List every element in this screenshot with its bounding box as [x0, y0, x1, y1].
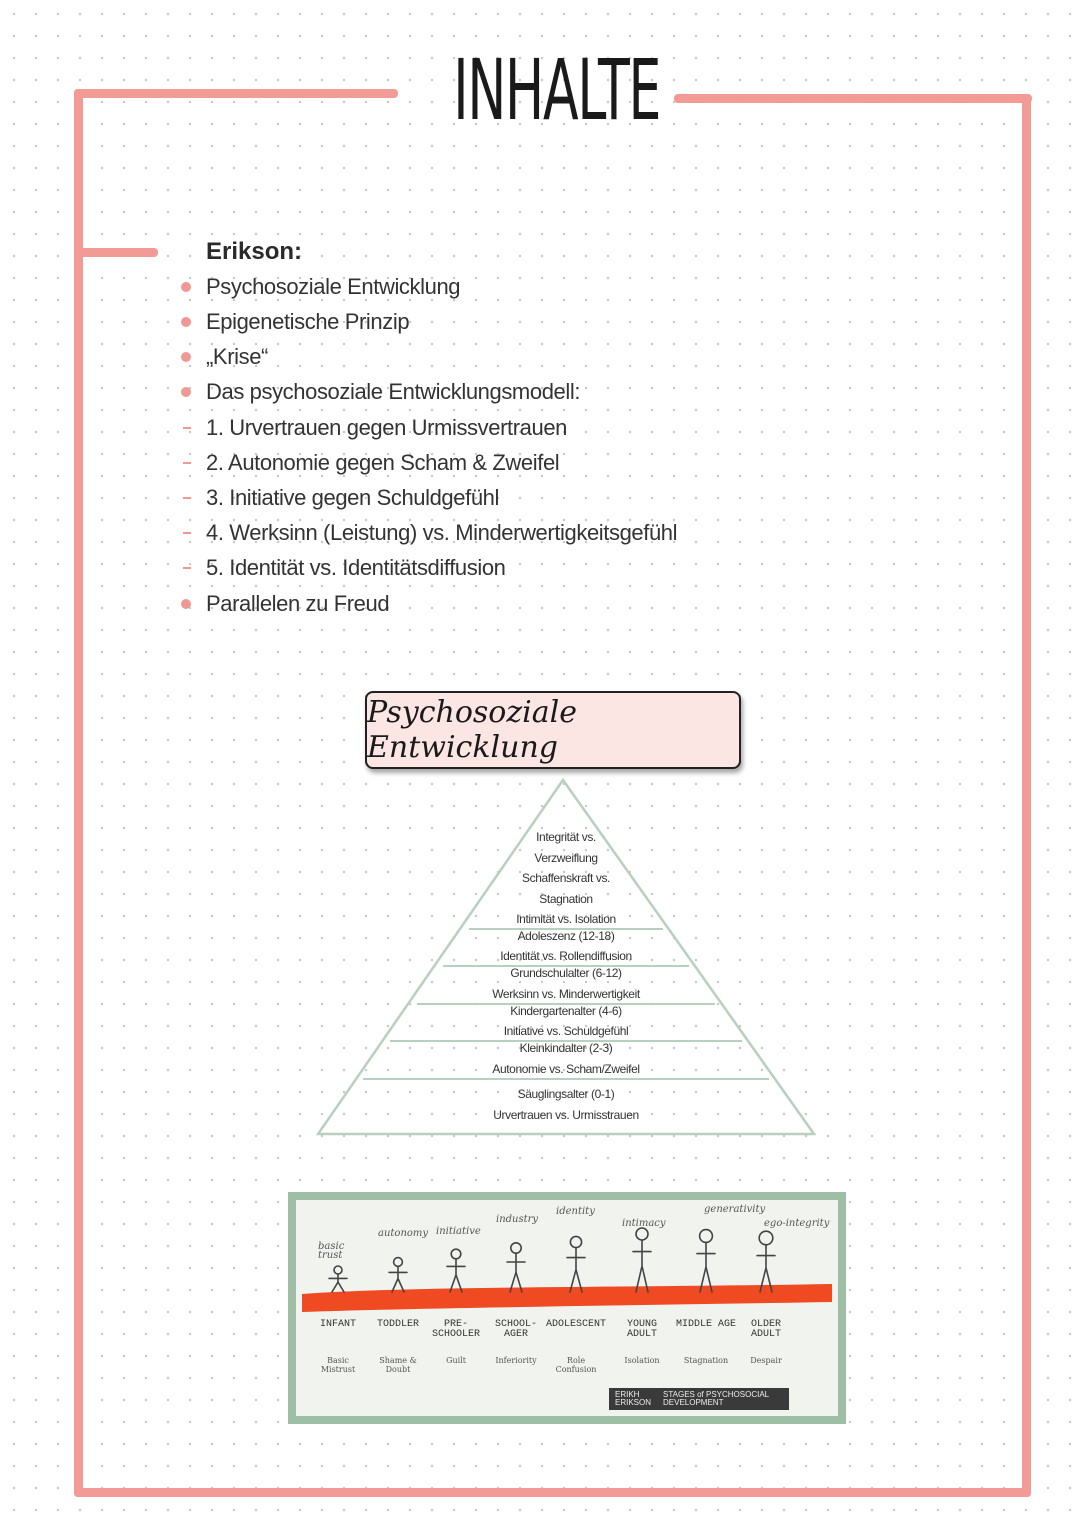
pyramid-label: Urvertrauen vs. Urmisstrauen [493, 1108, 639, 1122]
bullet-dash-icon [180, 427, 206, 429]
figure-head [759, 1231, 773, 1245]
bullet-dot-icon [180, 317, 206, 327]
virtue-label: generativity [704, 1204, 766, 1215]
bullet-dot-icon [180, 387, 206, 397]
bullet-dash-icon [180, 532, 206, 534]
figure-head [334, 1266, 342, 1274]
stage-name: TODDLER [376, 1319, 419, 1330]
section-badge: Psychosoziale Entwicklung [365, 691, 741, 769]
crisis-label: Inferiority [495, 1356, 537, 1365]
toc-item [180, 340, 268, 374]
pyramid-label: Werksinn vs. Minderwertigkeit [492, 987, 640, 1001]
toc-item-text: Psychosoziale Entwicklung [206, 274, 461, 299]
bullet-dash-icon [180, 567, 206, 569]
toc-item-text: Das psychosoziale Entwicklungsmodell: [206, 379, 581, 404]
crisis-label: Guilt [446, 1356, 466, 1365]
pyramid-label: Säuglingsalter (0-1) [517, 1087, 615, 1101]
page-title: INHALTE [453, 41, 661, 139]
figure-body [567, 1248, 585, 1292]
toc-item-text: „Krise“ [206, 344, 268, 369]
bullet-dot-icon [180, 599, 206, 609]
pyramid-label: Verzweiflung [534, 851, 598, 865]
virtue-label: basic trust [318, 1241, 345, 1261]
pyramid-label: Identität vs. Rollendiffusion [500, 949, 632, 963]
figure-head [570, 1236, 581, 1247]
pyramid-label: Autonomie vs. Scham/Zweifel [492, 1062, 640, 1076]
bullet-dot-icon [180, 352, 206, 362]
bullet-dash-icon [180, 462, 206, 464]
toc-item-text: Epigenetische Prinzip [206, 309, 410, 334]
figure-body [329, 1274, 347, 1292]
toc-item-text: 4. Werksinn (Leistung) vs. Minderwertigkeitsgefühl [206, 520, 678, 545]
toc-item-text: 5. Identität vs. Identitätsdiffusion [206, 555, 506, 580]
stage-name: YOUNG ADULT [626, 1319, 657, 1340]
frame-right [1022, 94, 1031, 1497]
illustration-caption [609, 1388, 789, 1410]
virtue-label: industry [496, 1214, 539, 1225]
stage-name: MIDDLE AGE [676, 1319, 737, 1330]
stage-name: SCHOOL-AGER [494, 1319, 537, 1340]
virtue-label: autonomy [378, 1228, 429, 1239]
toc-heading: Erikson: [206, 238, 303, 265]
stage-name: OLDER ADULT [750, 1319, 781, 1340]
pyramid-label: Schaffenskraft vs. [522, 871, 610, 885]
toc-item [180, 411, 567, 445]
frame-top-right [674, 94, 1032, 103]
stage-name: ADOLESCENT [546, 1319, 607, 1330]
toc-item [180, 551, 506, 585]
caption-author: ERIKH ERIKSON [615, 1390, 652, 1407]
caption-title: STAGES of PSYCHOSOCIAL DEVELOPMENT [663, 1390, 769, 1407]
toc-item-text: 2. Autonomie gegen Scham & Zweifel [206, 450, 560, 475]
virtue-label: ego-integrity [764, 1218, 830, 1229]
pyramid-label: Intimität vs. Isolation [516, 912, 616, 926]
figure-body [447, 1259, 465, 1292]
figure-head [451, 1249, 461, 1259]
toc-item [180, 270, 460, 304]
figure-head [394, 1258, 403, 1267]
stage-name: PRE-SCHOOLER [431, 1319, 480, 1340]
section-tab [74, 248, 158, 257]
toc-item-text: 1. Urvertrauen gegen Urmissvertrauen [206, 415, 567, 440]
toc-item [180, 587, 389, 621]
figure-head [511, 1243, 521, 1253]
frame-bottom [74, 1488, 1031, 1497]
crisis-label: Basic Mistrust [320, 1356, 356, 1374]
figure-body [389, 1266, 407, 1292]
crisis-label: Stagnation [683, 1356, 729, 1365]
virtue-label: initiative [436, 1226, 481, 1237]
frame-top-left [74, 89, 398, 98]
pyramid-label: Initiative vs. Schuldgefühl [503, 1024, 629, 1038]
crisis-label: Isolation [624, 1356, 660, 1365]
bullet-dash-icon [180, 497, 206, 499]
pyramid-label: Stagnation [539, 892, 593, 906]
frame-left [74, 89, 83, 1497]
crisis-label: Shame & Doubt [379, 1356, 417, 1374]
virtue-label: identity [556, 1206, 595, 1217]
crisis-label: Role Confusion [555, 1356, 597, 1374]
figure-body [697, 1242, 715, 1292]
pyramid-label: Kleinkindalter (2-3) [519, 1041, 613, 1055]
toc-item [180, 516, 677, 550]
figure-head [636, 1228, 648, 1240]
toc-item [180, 305, 409, 339]
pyramid-label: Adoleszenz (12-18) [517, 929, 615, 943]
erikson-stages-illustration [288, 1192, 846, 1424]
figure-body [507, 1253, 525, 1292]
pyramid-label: Grundschulalter (6-12) [510, 966, 622, 980]
pyramid-label: Kindergartenalter (4-6) [510, 1004, 622, 1018]
figure-body [633, 1240, 651, 1292]
pyramid-label: Integrität vs. [536, 830, 596, 844]
toc-item [180, 481, 499, 515]
figure-head [700, 1230, 713, 1243]
bullet-dot-icon [180, 282, 206, 292]
stage-name: INFANT [319, 1319, 356, 1330]
crisis-label: Despair [750, 1356, 782, 1365]
toc-item-text: 3. Initiative gegen Schuldgefühl [206, 485, 499, 510]
toc-item [180, 375, 580, 409]
toc-item [180, 446, 559, 480]
toc-item-text: Parallelen zu Freud [206, 591, 390, 616]
virtue-label: intimacy [622, 1218, 666, 1229]
